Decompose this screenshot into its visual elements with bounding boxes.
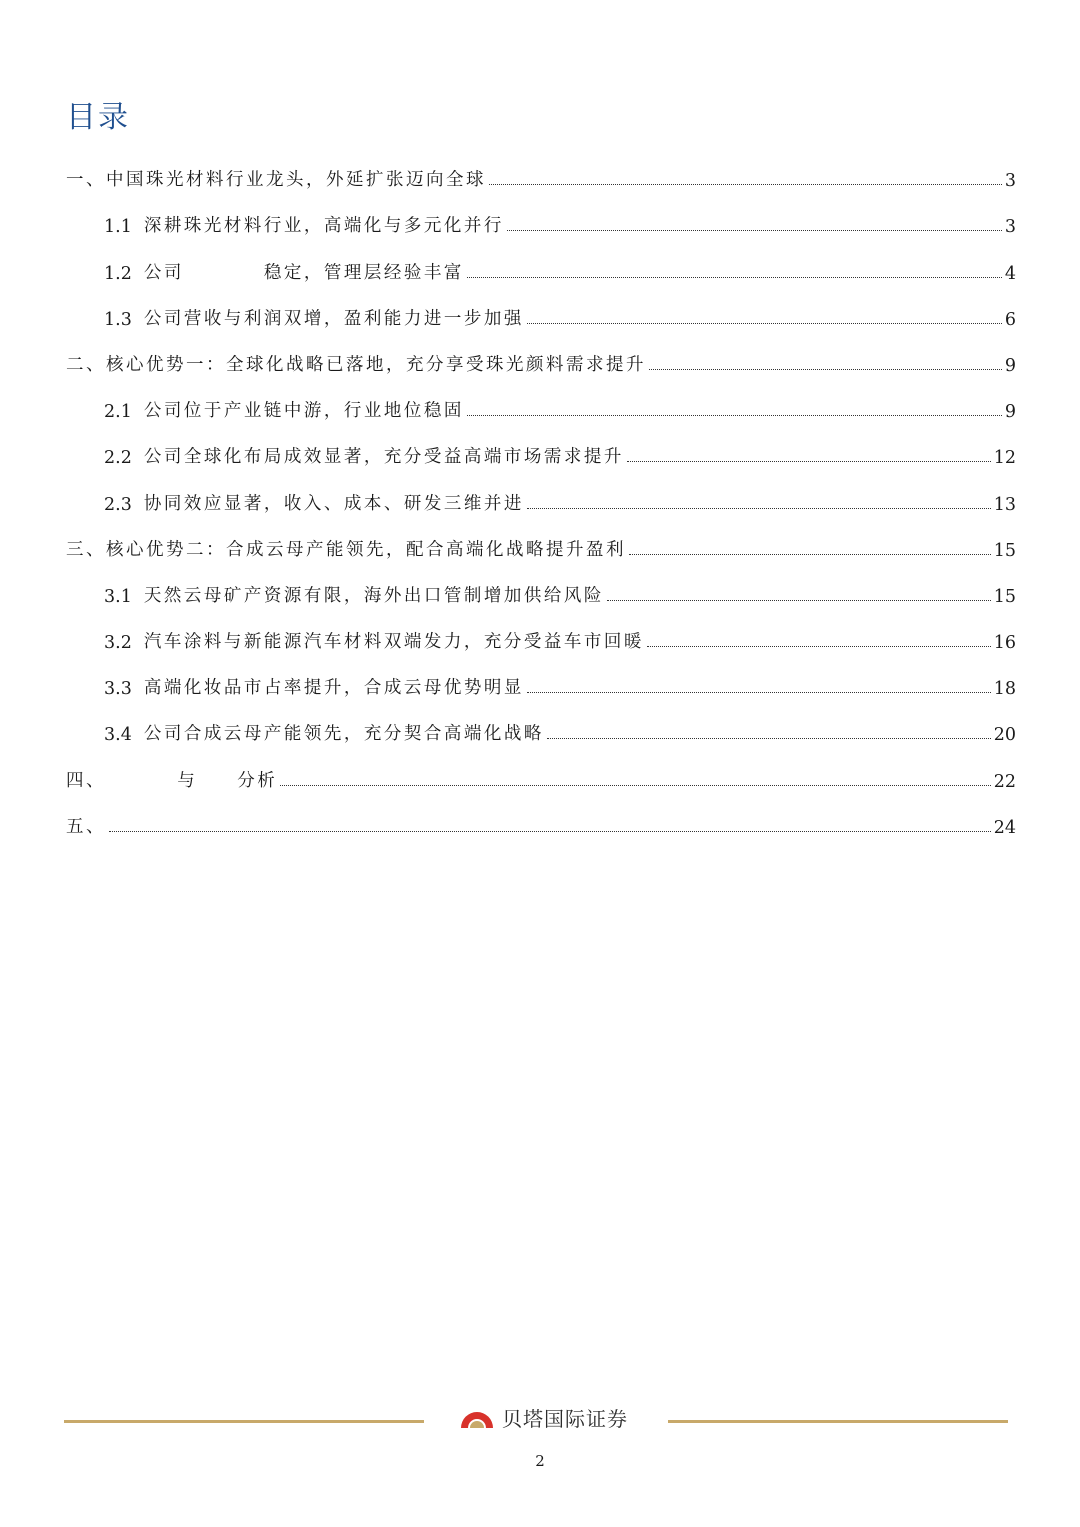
toc-entry-page: 9: [1004, 355, 1016, 376]
toc-leader-dots: [467, 415, 1002, 416]
toc-entry[interactable]: [66, 653, 1016, 699]
toc-entry-page: 6: [1004, 309, 1016, 330]
footer-logo: [458, 1402, 628, 1432]
toc-leader-dots: [109, 831, 991, 832]
toc-leader-dots: [507, 230, 1002, 231]
toc-entry[interactable]: [66, 468, 1016, 514]
toc-leader-dots: [527, 692, 991, 693]
toc-entry[interactable]: [66, 515, 1016, 561]
toc-entry-label: 公司 稳定，管理层经验丰富: [143, 262, 464, 283]
toc-entry-label: 公司全球化布局成效显著，充分受益高端市场需求提升: [143, 447, 624, 468]
toc-entry-label: 五、: [66, 816, 106, 837]
toc-leader-dots: [647, 646, 991, 647]
toc-entry-page: 20: [993, 725, 1016, 746]
toc-entry-number: 3.2: [104, 633, 132, 654]
toc-entry-label: 高端化妆品市占率提升，合成云母优势明显: [143, 678, 524, 699]
brand-logo-icon: [458, 1402, 496, 1432]
toc-leader-dots: [527, 508, 991, 509]
toc-entry[interactable]: [66, 607, 1016, 653]
toc-leader-dots: [629, 554, 991, 555]
table-of-contents: [66, 145, 1016, 838]
toc-entry-number: 1.1: [104, 217, 132, 238]
toc-entry-number: 3.1: [104, 586, 132, 607]
page-number: 2: [535, 1452, 545, 1470]
footer-rule-right: [668, 1420, 1008, 1423]
toc-entry[interactable]: [66, 376, 1016, 422]
toc-entry-page: 18: [993, 679, 1016, 700]
toc-entry-page: 4: [1004, 263, 1016, 284]
toc-entry-number: 2.3: [104, 494, 132, 515]
toc-leader-dots: [527, 323, 1002, 324]
toc-entry-label: 二、核心优势一：全球化战略已落地，充分享受珠光颜料需求提升: [66, 354, 646, 375]
toc-leader-dots: [627, 461, 991, 462]
toc-entry-number: 2.2: [104, 448, 132, 469]
toc-entry-number: 3.4: [104, 725, 132, 746]
toc-entry-page: 22: [993, 771, 1016, 792]
toc-entry[interactable]: [66, 330, 1016, 376]
toc-entry[interactable]: [66, 422, 1016, 468]
toc-entry-label: 协同效应显著，收入、成本、研发三维并进: [143, 493, 524, 514]
toc-entry-label: 公司营收与利润双增，盈利能力进一步加强: [143, 308, 524, 329]
toc-leader-dots: [649, 369, 1002, 370]
toc-entry-page: 12: [993, 448, 1016, 469]
toc-entry-page: 16: [993, 633, 1016, 654]
toc-entry[interactable]: [66, 237, 1016, 283]
toc-leader-dots: [547, 738, 991, 739]
toc-entry-label: 四、 与 分析: [66, 770, 278, 791]
toc-entry-label: 汽车涂料与新能源汽车材料双端发力，充分受益车市回暖: [143, 632, 644, 653]
footer-rule-left: [64, 1420, 424, 1423]
toc-entry-label: 公司位于产业链中游，行业地位稳固: [143, 401, 464, 422]
toc-entry-page: 9: [1004, 402, 1016, 423]
toc-entry-label: 天然云母矿产资源有限，海外出口管制增加供给风险: [143, 585, 604, 606]
toc-entry[interactable]: [66, 792, 1016, 838]
toc-entry[interactable]: [66, 745, 1016, 791]
toc-entry-page: 13: [993, 494, 1016, 515]
toc-entry-number: 1.2: [104, 263, 132, 284]
toc-leader-dots: [489, 184, 1002, 185]
toc-entry-page: 3: [1004, 171, 1016, 192]
toc-entry-page: 24: [993, 817, 1016, 838]
toc-entry-label: 公司合成云母产能领先，充分契合高端化战略: [143, 724, 544, 745]
toc-entry[interactable]: [66, 699, 1016, 745]
toc-entry[interactable]: [66, 191, 1016, 237]
toc-entry-number: 2.1: [104, 402, 132, 423]
toc-entry[interactable]: [66, 561, 1016, 607]
toc-entry-label: 一、中国珠光材料行业龙头，外延扩张迈向全球: [66, 170, 486, 191]
toc-leader-dots: [280, 785, 990, 786]
toc-entry-number: 3.3: [104, 679, 132, 700]
toc-entry-number: 1.3: [104, 309, 132, 330]
toc-entry-page: 15: [993, 586, 1016, 607]
toc-entry[interactable]: [66, 145, 1016, 191]
toc-entry-label: 三、核心优势二：合成云母产能领先，配合高端化战略提升盈利: [66, 539, 626, 560]
toc-leader-dots: [607, 600, 991, 601]
toc-entry[interactable]: [66, 284, 1016, 330]
brand-name: 贝塔国际证券: [502, 1406, 628, 1431]
toc-entry-page: 15: [993, 540, 1016, 561]
page-title: 目录: [66, 100, 130, 135]
toc-leader-dots: [467, 277, 1002, 278]
toc-entry-label: 深耕珠光材料行业，高端化与多元化并行: [143, 216, 504, 237]
toc-entry-page: 3: [1004, 217, 1016, 238]
